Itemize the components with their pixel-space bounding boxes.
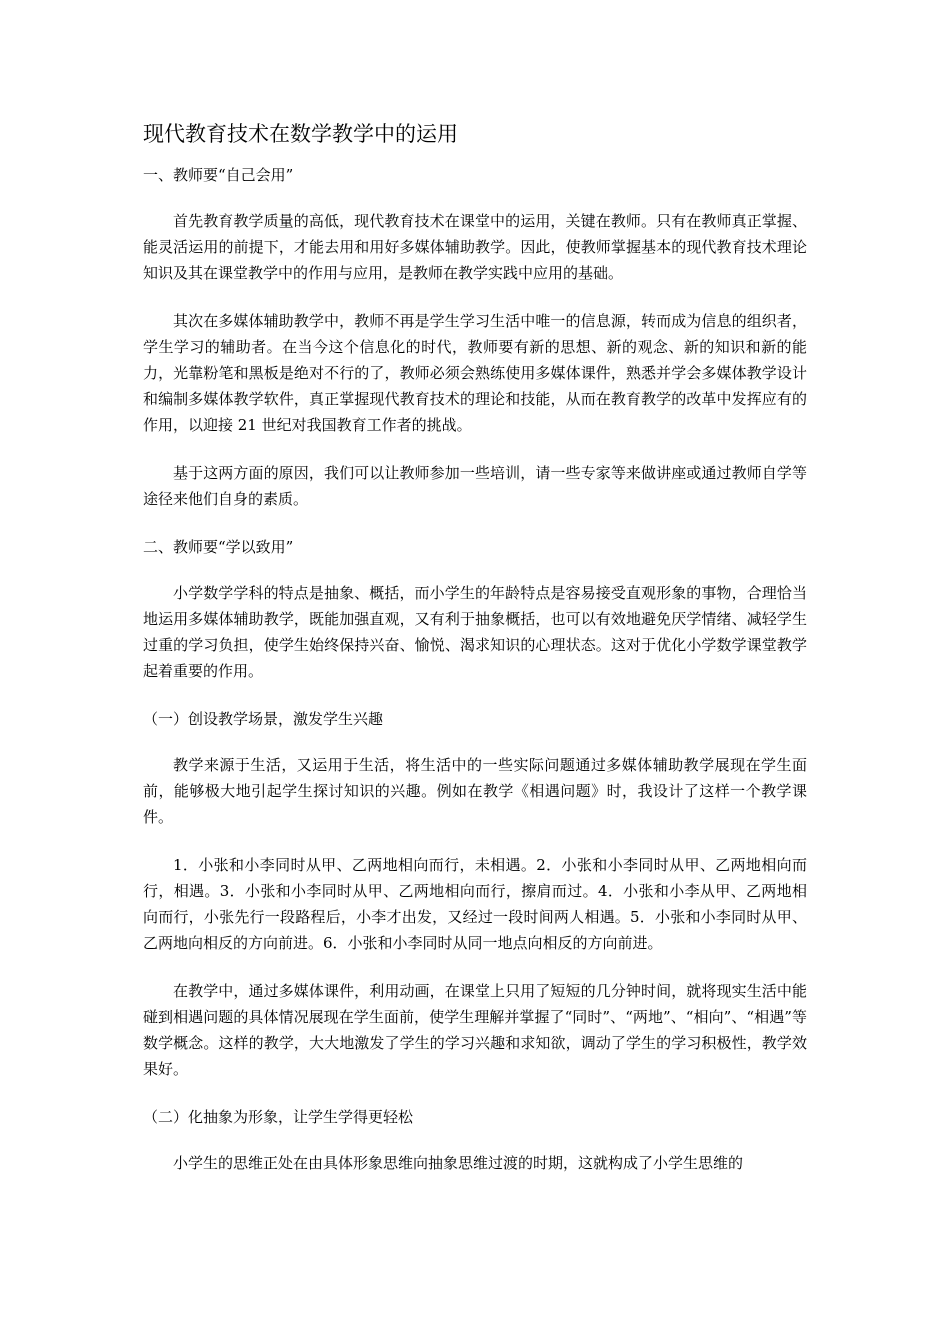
- paragraph: 小学生的思维正处在由具体形象思维向抽象思维过渡的时期，这就构成了小学生思维的: [173, 1154, 744, 1172]
- subsection-heading-1: （一）创设教学场景，激发学生兴趣: [143, 710, 384, 728]
- paragraph: 基于这两方面的原因，我们可以让教师参加一些培训，请一些专家等来做讲座或通过教师自学等途径来他们自身的素质。: [143, 464, 807, 508]
- document-page: [143, 118, 807, 1198]
- section-heading-2: 二、教师要“学以致用”: [143, 538, 294, 556]
- document-title: 现代教育技术在数学教学中的运用: [143, 122, 458, 146]
- subsection-heading-2: （二）化抽象为形象，让学生学得更轻松: [143, 1108, 414, 1126]
- paragraph: 在教学中，通过多媒体课件，利用动画，在课堂上只用了短短的几分钟时间，就将现实生活中能碰到相遇问题的具体情况展现在学生面前，使学生理解并掌握了“同时”、“两地”、“相向”、“相遇”等数学概念。这样的教学，大大地激发了学生的学习兴趣和求知欲，调动了学生的学习积极性，教学效果好。: [143, 982, 807, 1078]
- section-heading-1: 一、教师要“自己会用”: [143, 166, 294, 184]
- paragraph: 其次在多媒体辅助教学中，教师不再是学生学习生活中唯一的信息源，转而成为信息的组织者，学生学习的辅助者。在当今这个信息化的时代，教师要有新的思想、新的观念、新的知识和新的能力，光靠粉笔和黑板是绝对不行的了，教师必须会熟练使用多媒体课件，熟悉并学会多媒体教学设计和编制多媒体教学软件，真正掌握现代教育技术的理论和技能，从而在教育教学的改革中发挥应有的作用，以迎接 21 世纪对我国教育工作者的挑战。: [143, 312, 807, 434]
- paragraph: 首先教育教学质量的高低，现代教育技术在课堂中的运用，关键在教师。只有在教师真正掌握、能灵活运用的前提下，才能去用和用好多媒体辅助教学。因此，使教师掌握基本的现代教育技术理论知识及其在课堂教学中的作用与应用，是教师在教学实践中应用的基础。: [143, 212, 807, 282]
- paragraph: 1．小张和小李同时从甲、乙两地相向而行，未相遇。2．小张和小李同时从甲、乙两地相向而行，相遇。3．小张和小李同时从甲、乙两地相向而行，擦肩而过。4．小张和小李从甲、乙两地相向而行，小张先行一段路程后，小李才出发，又经过一段时间两人相遇。5．小张和小李同时从甲、乙两地向相反的方向前进。6．小张和小李同时从同一地点向相反的方向前进。: [143, 856, 807, 952]
- paragraph: 教学来源于生活，又运用于生活，将生活中的一些实际问题通过多媒体辅助教学展现在学生面前，能够极大地引起学生探讨知识的兴趣。例如在教学《相遇问题》时，我设计了这样一个教学课件。: [143, 756, 807, 826]
- paragraph: 小学数学学科的特点是抽象、概括，而小学生的年龄特点是容易接受直观形象的事物，合理恰当地运用多媒体辅助教学，既能加强直观，又有利于抽象概括，也可以有效地避免厌学情绪、减轻学生过重的学习负担，使学生始终保持兴奋、愉悦、渴求知识的心理状态。这对于优化小学数学课堂教学起着重要的作用。: [143, 584, 807, 680]
